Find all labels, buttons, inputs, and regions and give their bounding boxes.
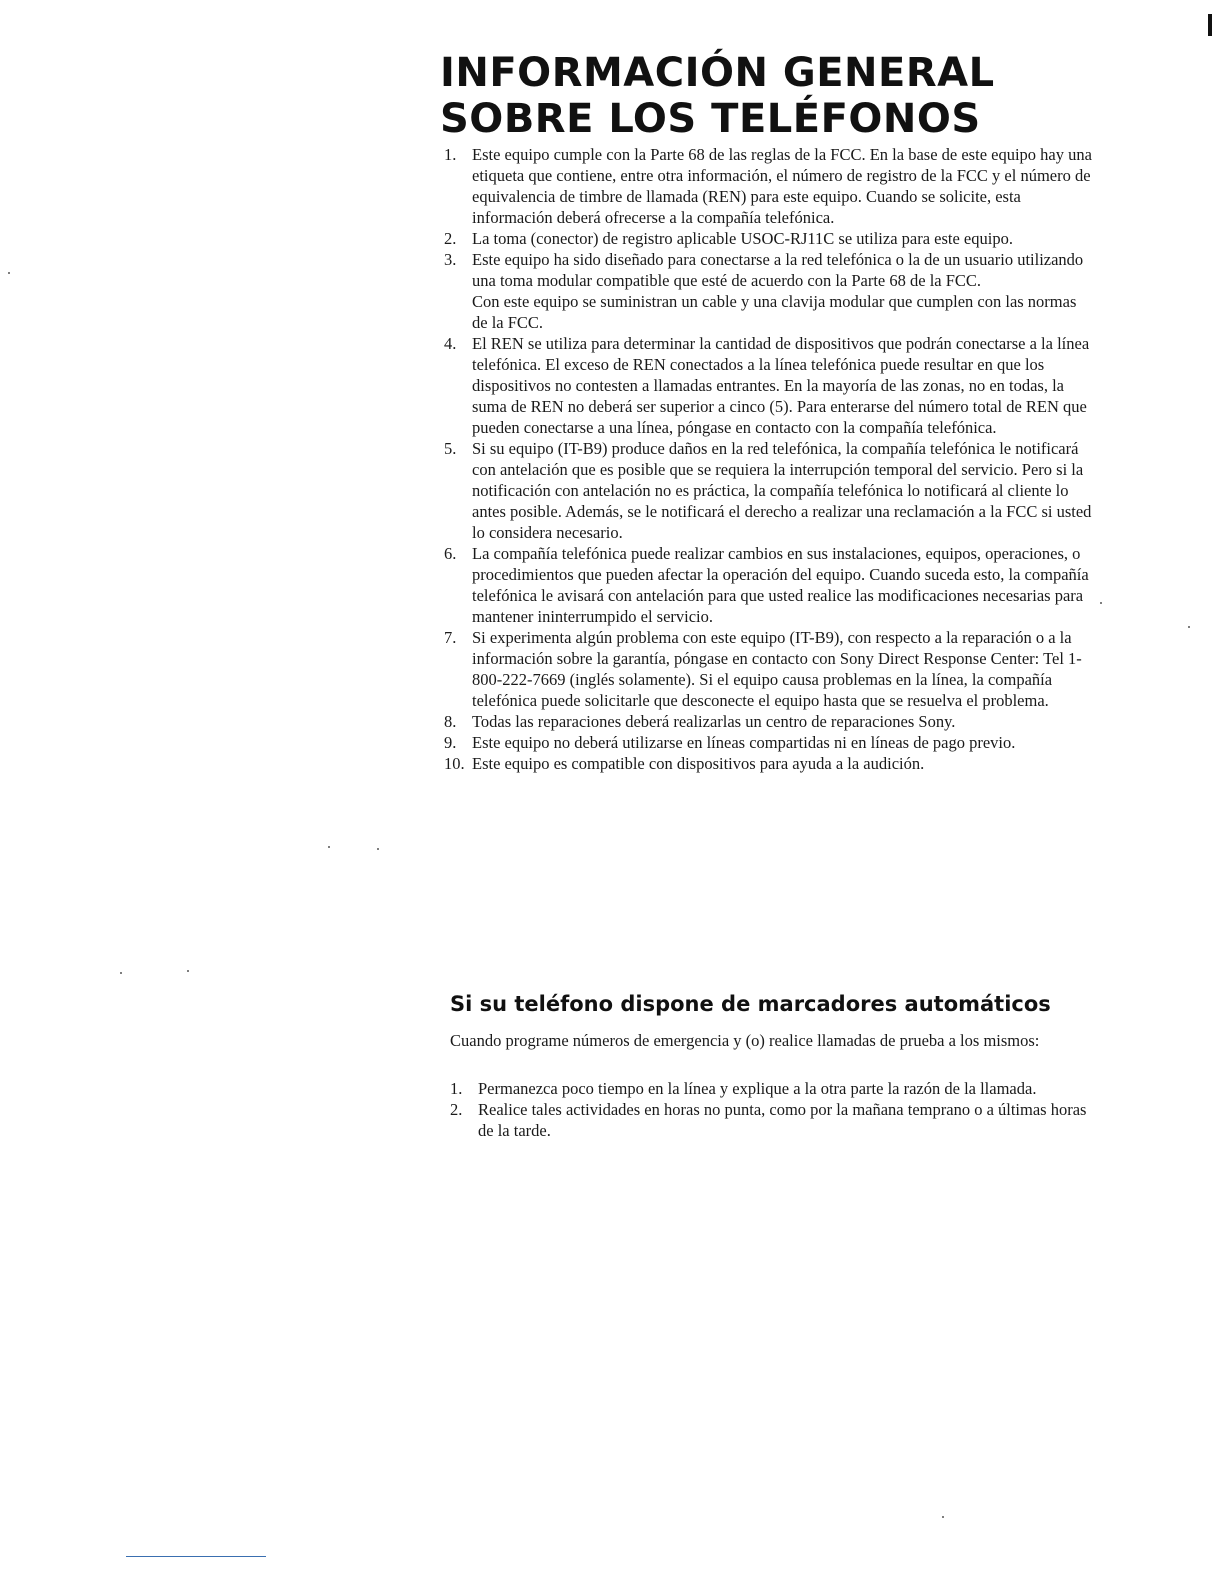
item-number: 10. xyxy=(444,754,465,773)
list-item xyxy=(444,543,1094,627)
list-item xyxy=(444,228,1094,249)
list-item xyxy=(450,1078,1090,1099)
item-number: 1. xyxy=(450,1079,463,1098)
item-text: Si su equipo (IT-B9) produce daños en la red telefónica, la compañía telefónica le notificará con antelación que es posible que se requiera la interrupción temporal del servicio. Pero si la notificación con antelación no es práctica, la compañía telefónica lo notificará al cliente lo antes posible. Además, se le notificará el derecho a realizar una reclamación a la FCC si usted lo considera necesario. xyxy=(472,439,1092,542)
item-text: Este equipo es compatible con dispositivos para ayuda a la audición. xyxy=(472,754,925,773)
fcc-regulations-list xyxy=(444,144,1094,774)
item-text: La toma (conector) de registro aplicable USOC-RJ11C se utiliza para este equipo. xyxy=(472,229,1013,248)
item-extra-text: Con este equipo se suministran un cable y una clavija modular que cumplen con las normas de la FCC. xyxy=(472,292,1077,332)
footer-rule xyxy=(126,1556,266,1557)
item-text: Realice tales actividades en horas no punta, como por la mañana temprano o a últimas horas de la tarde. xyxy=(478,1100,1087,1140)
scan-speck xyxy=(120,972,122,974)
section-intro: Cuando programe números de emergencia y (o) realice llamadas de prueba a los mismos: xyxy=(450,1031,1040,1050)
auto-dialer-steps-list xyxy=(450,1078,1090,1141)
scan-speck xyxy=(377,848,379,850)
item-text: Este equipo ha sido diseñado para conectarse a la red telefónica o la de un usuario utilizando una toma modular compatible que esté de acuerdo con la Parte 68 de la FCC. xyxy=(472,250,1084,290)
item-text: Este equipo no deberá utilizarse en líneas compartidas ni en líneas de pago previo. xyxy=(472,733,1016,752)
item-text: Permanezca poco tiempo en la línea y explique a la otra parte la razón de la llamada. xyxy=(478,1079,1037,1098)
list-item xyxy=(444,333,1094,438)
item-number: 8. xyxy=(444,712,457,731)
list-item xyxy=(444,249,1094,333)
item-text: Si experimenta algún problema con este equipo (IT-B9), con respecto a la reparación o a la información sobre la garantía, póngase en contacto con Sony Direct Response Center: Tel 1-800-222-7669 (inglés solamente). Si el equipo causa problemas en la línea, la compañía telefónica puede solicitarle que desconecte el equipo hasta que se resuelva el problema. xyxy=(472,628,1082,710)
list-item xyxy=(444,732,1094,753)
list-item xyxy=(444,711,1094,732)
item-text: Este equipo cumple con la Parte 68 de las reglas de la FCC. En la base de este equipo hay una etiqueta que contiene, entre otra información, el número de registro de la FCC y el número de equivalencia de timbre de llamada (REN) para este equipo. Cuando se solicite, esta información deberá ofrecerse a la compañía telefónica. xyxy=(472,145,1092,227)
scan-speck xyxy=(942,1516,944,1518)
item-number: 4. xyxy=(444,334,457,353)
list-item xyxy=(444,438,1094,543)
scan-speck xyxy=(187,970,189,972)
list-item xyxy=(444,144,1094,228)
scan-speck xyxy=(1188,626,1190,628)
item-text: El REN se utiliza para determinar la cantidad de dispositivos que podrán conectarse a la línea telefónica. El exceso de REN conectados a la línea telefónica puede resultar en que los dispositivos no contesten a llamadas entrantes. En la mayoría de las zonas, no en todas, la suma de REN no deberá ser superior a cinco (5). Para enterarse del número total de REN que pueden conectarse a una línea, póngase en contacto con la compañía telefónica. xyxy=(472,334,1090,437)
item-number: 3. xyxy=(444,250,457,269)
section-heading-auto-dialers: Si su teléfono dispone de marcadores automáticos xyxy=(450,992,1051,1016)
list-item xyxy=(444,627,1094,711)
list-item xyxy=(444,753,1094,774)
item-text: Todas las reparaciones deberá realizarlas un centro de reparaciones Sony. xyxy=(472,712,956,731)
page-title: INFORMACIÓN GENERAL SOBRE LOS TELÉFONOS xyxy=(440,50,995,142)
item-number: 7. xyxy=(444,628,457,647)
item-number: 9. xyxy=(444,733,457,752)
scan-speck xyxy=(8,272,10,274)
item-text: La compañía telefónica puede realizar cambios en sus instalaciones, equipos, operaciones, o procedimientos que pueden afectar la operación del equipo. Cuando suceda esto, la compañía telefónica le avisará con antelación para que usted realice las modificaciones necesarias para mantener ininterrumpido el servicio. xyxy=(472,544,1089,626)
scan-speck xyxy=(1100,602,1102,604)
scan-speck xyxy=(328,846,330,848)
item-number: 2. xyxy=(450,1100,463,1119)
list-item xyxy=(450,1099,1090,1141)
item-number: 2. xyxy=(444,229,457,248)
item-number: 5. xyxy=(444,439,457,458)
item-number: 6. xyxy=(444,544,457,563)
item-number: 1. xyxy=(444,145,457,164)
page-edge-mark xyxy=(1208,14,1212,36)
